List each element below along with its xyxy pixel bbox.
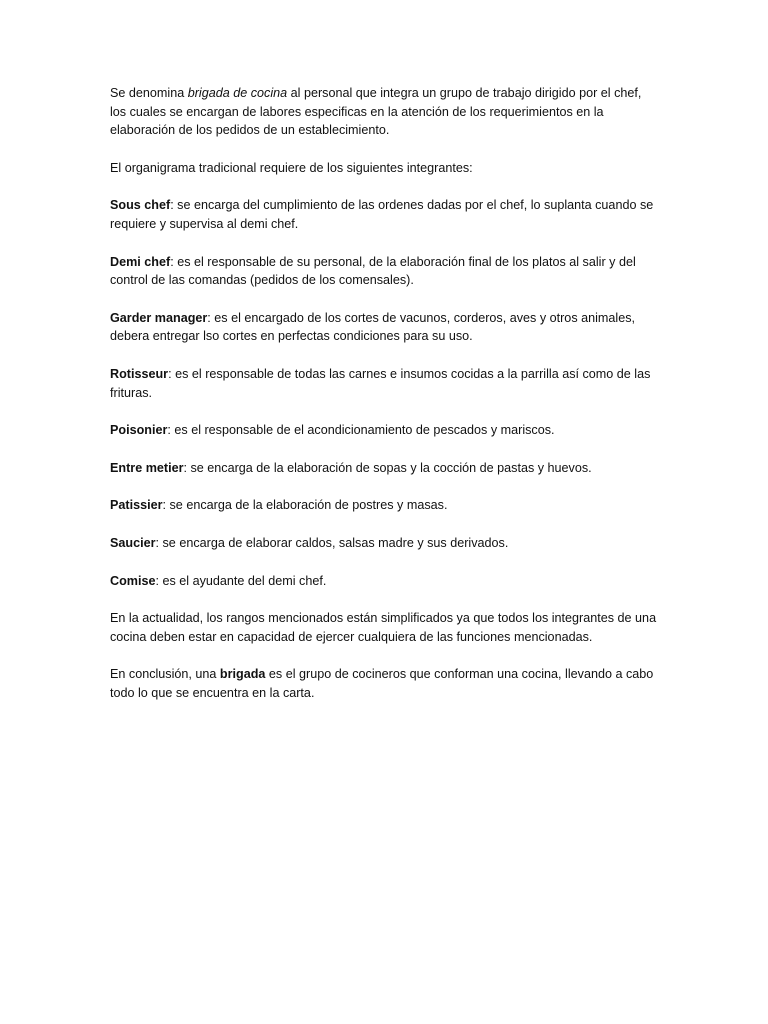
role-description: : es el encargado de los cortes de vacunos, corderos, aves y otros animales, debera entregar lso cortes en perfectas condiciones para su uso.	[110, 310, 636, 344]
role-paragraph	[110, 421, 660, 440]
role-term: Saucier	[110, 535, 156, 550]
role-paragraph	[110, 534, 660, 553]
role-description: : es el responsable de el acondicionamiento de pescados y mariscos.	[167, 423, 555, 438]
role-paragraph	[110, 459, 660, 478]
intro-paragraph	[110, 84, 660, 140]
role-description: : se encarga de la elaboración de postres y masas.	[162, 498, 448, 513]
conclusion-text-before: En conclusión, una	[110, 667, 220, 682]
conclusion-bold-term: brigada	[219, 667, 266, 682]
conclusion-text-after: es el grupo de cocineros que conforman una cocina, llevando a cabo todo lo que se encuentra en la carta.	[110, 667, 654, 700]
role-description: : es el ayudante del demi chef.	[155, 573, 327, 588]
role-paragraph	[110, 309, 660, 346]
role-term: Entre metier	[110, 460, 184, 475]
intro-text-before: Se denomina	[110, 86, 188, 100]
role-term: Poisonier	[110, 423, 168, 438]
role-term: Comise	[110, 573, 156, 588]
role-paragraph	[110, 572, 660, 591]
document-page	[110, 84, 660, 721]
role-paragraph	[110, 253, 660, 290]
intro-italic-term: brigada de cocina	[187, 86, 288, 100]
conclusion-paragraph	[110, 665, 660, 702]
intro-text-after: al personal que integra un grupo de trabajo dirigido por el chef, los cuales se encargan de labores especificas en la atención de los requerimientos en la elaboración de los pedidos de un establecimiento.	[110, 86, 642, 138]
role-term: Patissier	[110, 498, 163, 513]
role-paragraph	[110, 365, 660, 402]
role-description: : es el responsable de su personal, de la elaboración final de los platos al salir y del control de las comandas (pedidos de los comensales).	[110, 254, 636, 288]
role-description: : se encarga del cumplimiento de las ordenes dadas por el chef, lo suplanta cuando se requiere y supervisa al demi chef.	[110, 198, 654, 231]
role-term: Garder manager	[110, 310, 208, 325]
role-term: Rotisseur	[110, 366, 169, 381]
role-term: Sous chef	[110, 198, 171, 213]
organigram-intro-paragraph: El organigrama tradicional requiere de los siguientes integrantes:	[110, 160, 473, 175]
role-description: : se encarga de la elaboración de sopas y la cocción de pastas y huevos.	[183, 460, 592, 475]
role-paragraph	[110, 496, 660, 515]
actuality-paragraph: En la actualidad, los rangos mencionados están simplificados ya que todos los integrantes de una cocina deben estar en capacidad de ejercer cualquiera de las funciones mencionadas.	[110, 611, 657, 644]
role-term: Demi chef	[110, 254, 171, 269]
role-description: : se encarga de elaborar caldos, salsas madre y sus derivados.	[155, 535, 509, 550]
role-description: : es el responsable de todas las carnes e insumos cocidas a la parrilla así como de las frituras.	[110, 366, 651, 400]
role-paragraph	[110, 196, 660, 233]
